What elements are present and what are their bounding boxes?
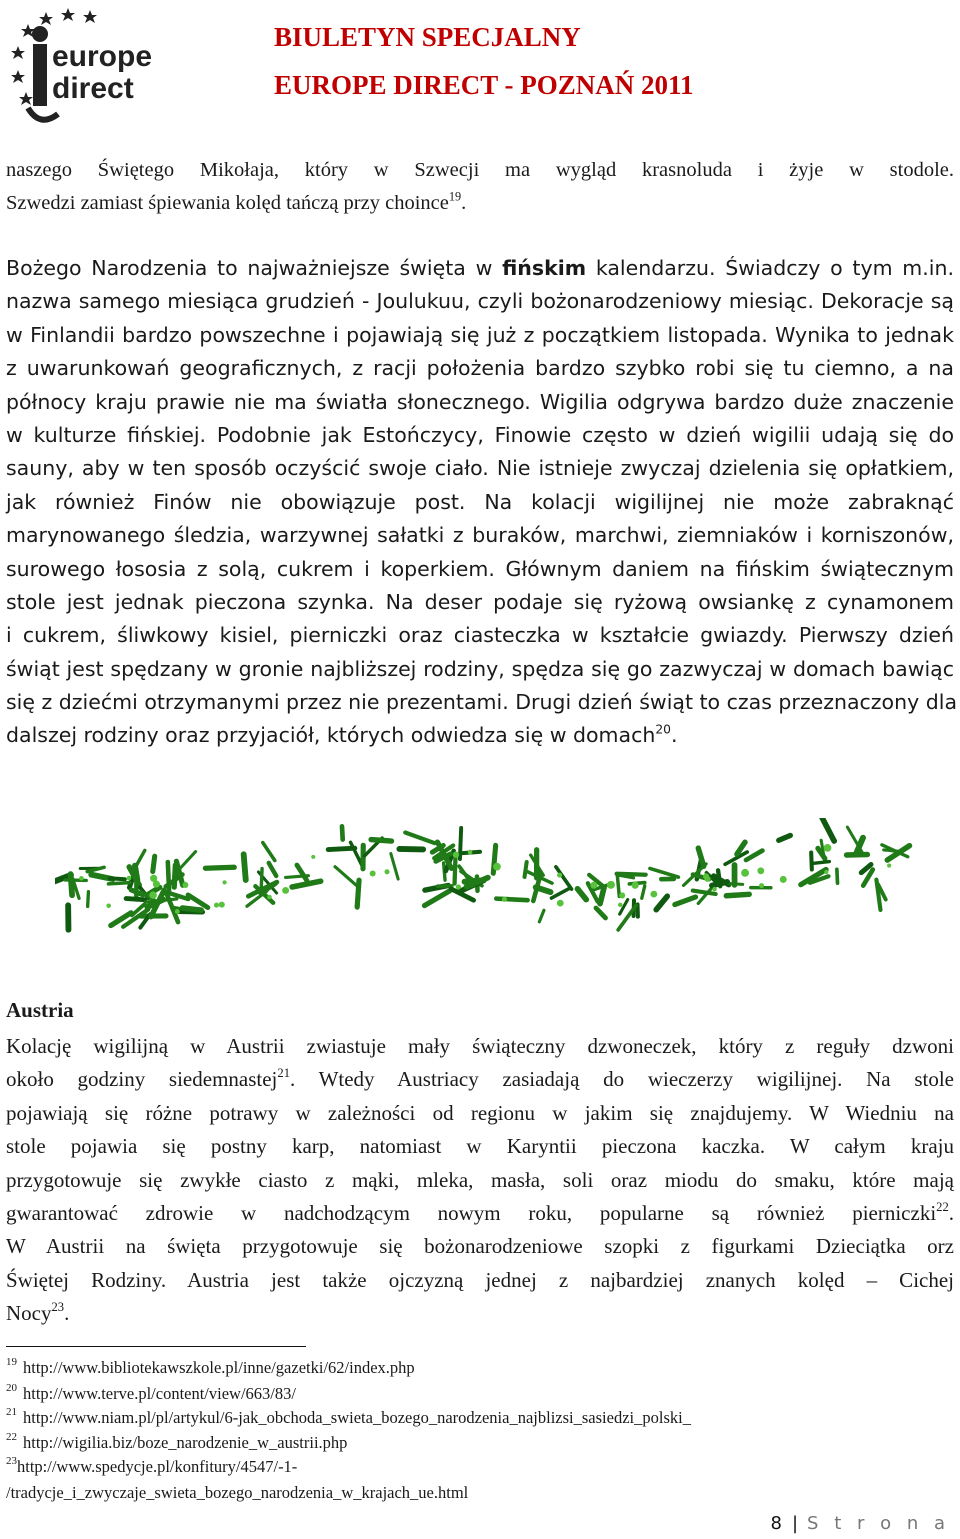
page-footer	[771, 1513, 950, 1534]
paragraph-finland	[6, 252, 958, 753]
page-word: S t r o n a	[807, 1513, 950, 1534]
text-line: przygotowuje się zwykłe ciasto z mąki, mleka, masła, soli oraz miodu do smaku, które mają	[6, 1167, 954, 1192]
footnote-23-continuation[interactable]	[6, 1483, 468, 1503]
bold-word: fińskim	[502, 256, 587, 280]
text-line: stole jest jednak pieczona szynka. Na deser podaje się ryżową owsiankę z cynamonem	[6, 589, 954, 614]
footnote-ref: 19	[448, 189, 462, 204]
footnote-ref: 20	[655, 722, 671, 737]
logo-text-direct: direct	[52, 72, 134, 105]
text-line: Kolację wigilijną w Austrii zwiastuje mały świąteczny dzwoneczek, który z reguły dzwoni	[6, 1034, 954, 1058]
text-line: Bożego Narodzenia to najważniejsze święta w fińskim kalendarzu. Świadczy o tym m.in.	[6, 256, 954, 280]
text-line: Świętej Rodziny. Austria jest także ojczyzną jednej z najbardziej znanych kolęd – Cichej	[6, 1267, 954, 1292]
footer-separator: |	[791, 1513, 799, 1534]
footnote-link[interactable]: http://wigilia.biz/boze_narodzenie_w_austrii.php	[23, 1433, 348, 1452]
bulletin-subtitle: EUROPE DIRECT - POZNAŃ 2011	[274, 70, 694, 100]
text-line: nazwa samego miesiąca grudzień - Joulukuu, czyli bożonarodzeniowy miesiąc. Dekoracje są	[6, 289, 954, 314]
paragraph-austria	[6, 1030, 954, 1331]
text-line: się z dziećmi otrzymanymi przez nie prezentami. Drugi dzień świąt to czas przeznaczony dla	[6, 690, 958, 715]
text-line: marynowanego śledzia, warzywnej sałatki z buraków, marchwi, ziemniaków i korniszonów,	[6, 523, 954, 548]
text-line: Nocy$^{23}$.	[6, 1300, 70, 1326]
christmas-garland-icon	[55, 818, 915, 940]
footnote-link[interactable]: /tradycje_i_zwyczaje_swieta_bozego_narodzenia_w_krajach_ue.html	[6, 1483, 469, 1502]
text-line: gwarantować zdrowie w nadchodzącym nowym roku, popularne są również pierniczki$^{22}$.	[6, 1200, 954, 1225]
footnote-19[interactable]: $^{19}$ http://www.bibliotekawszkole.pl/inne/gazetki/62/index.php	[6, 1356, 415, 1377]
footnote-link[interactable]: http://www.terve.pl/content/view/663/83/	[23, 1384, 296, 1403]
text-line: z uwarunkowań geograficznych, z racji położenia bardzo szybko robi się tu ciemno, a na	[6, 356, 954, 381]
logo-text-europe: europe	[52, 40, 153, 73]
footnote-20[interactable]: $^{20}$ http://www.terve.pl/content/view/663/83/	[6, 1382, 296, 1403]
section-heading-austria: Austria	[6, 998, 74, 1022]
footnote-link[interactable]: http://www.bibliotekawszkole.pl/inne/gazetki/62/index.php	[23, 1358, 415, 1377]
text-line: pojawiają się różne potrawy w zależności od regionu w jakim się znajdujemy. W Wiedniu na	[6, 1100, 954, 1125]
text-line: świąt jest spędzany w gronie najbliższej rodziny, spędza się go zazwyczaj w domach bawiąc	[6, 656, 954, 681]
text-line: dalszej rodziny oraz przyjaciół, których odwiedza się w domach$^{20}$.	[6, 722, 678, 748]
footnote-link[interactable]: http://www.niam.pl/pl/artykul/6-jak_obchoda_swieta_bozego_narodzenia_najblizsi_sasiedzi_polski_	[23, 1408, 691, 1427]
footnote-ref: 22	[936, 1200, 949, 1215]
text-line: sauny, aby w ten sposób oczyścić swoje ciało. Nie istnieje zwyczaj dzielenia się opłatkiem,	[6, 456, 954, 481]
text-line: północy kraju prawie nie ma światła słonecznego. Wigilia odgrywa bardzo duże znaczenie	[6, 389, 954, 414]
footnote-separator	[6, 1346, 306, 1347]
footnote-21[interactable]: $^{21}$ http://www.niam.pl/pl/artykul/6-jak_obchoda_swieta_bozego_narodzenia_najblizsi_sasiedzi_polski_	[6, 1406, 691, 1427]
text-line: stole pojawia się postny karp, natomiast w Karyntii pieczona kaczka. W całym kraju	[6, 1134, 954, 1159]
text-line: naszego Świętego Mikołaja, który w Szwecji ma wygląd krasnoluda i żyje w stodole.	[6, 159, 954, 181]
text-line: surowego łososia z solą, cukrem i koperkiem. Głównym daniem na fińskim świątecznym	[6, 556, 954, 581]
text-line: jak również Finów nie obowiązuje post. Na kolacji wigilijnej nie może zabraknąć	[6, 489, 954, 514]
text-line: w Finlandii bardzo powszechne i pojawiają się już z początkiem listopada. Wynika to jednak	[6, 322, 954, 347]
page-number: 8	[770, 1513, 782, 1534]
text-line: Szwedzi zamiast śpiewania kolęd tańczą przy choince$^{19}$.	[6, 189, 467, 214]
text-line: około godziny siedemnastej$^{21}$. Wtedy Austriacy zasiadają do wieczerzy wigilijnej. Na stole	[6, 1066, 954, 1092]
text-line: i cukrem, śliwkowy kisiel, pierniczki oraz ciasteczka w kształcie gwiazdy. Pierwszy dzień	[6, 623, 954, 648]
footnote-23[interactable]: $^{23}$http://www.spedycje.pl/konfitury/4547/-1-	[6, 1455, 298, 1476]
bulletin-title: BIULETYN SPECJALNY	[274, 22, 581, 52]
footnote-22[interactable]: $^{22}$ http://wigilia.biz/boze_narodzenie_w_austrii.php	[6, 1431, 348, 1452]
europe-direct-logo-icon	[6, 4, 156, 130]
footnote-ref: 23	[51, 1300, 65, 1315]
footnote-ref: 21	[277, 1066, 290, 1081]
text-line: w kulturze fińskiej. Podobnie jak Estończycy, Finowie często w dzień wigilii udają się do	[6, 422, 954, 447]
footnote-link[interactable]: http://www.spedycje.pl/konfitury/4547/-1-	[17, 1457, 298, 1476]
text-line: W Austrii na święta przygotowuje się bożonarodzeniowe szopki z figurkami Dzieciątka orz	[6, 1234, 954, 1259]
paragraph-sweden-continuation	[6, 154, 954, 220]
